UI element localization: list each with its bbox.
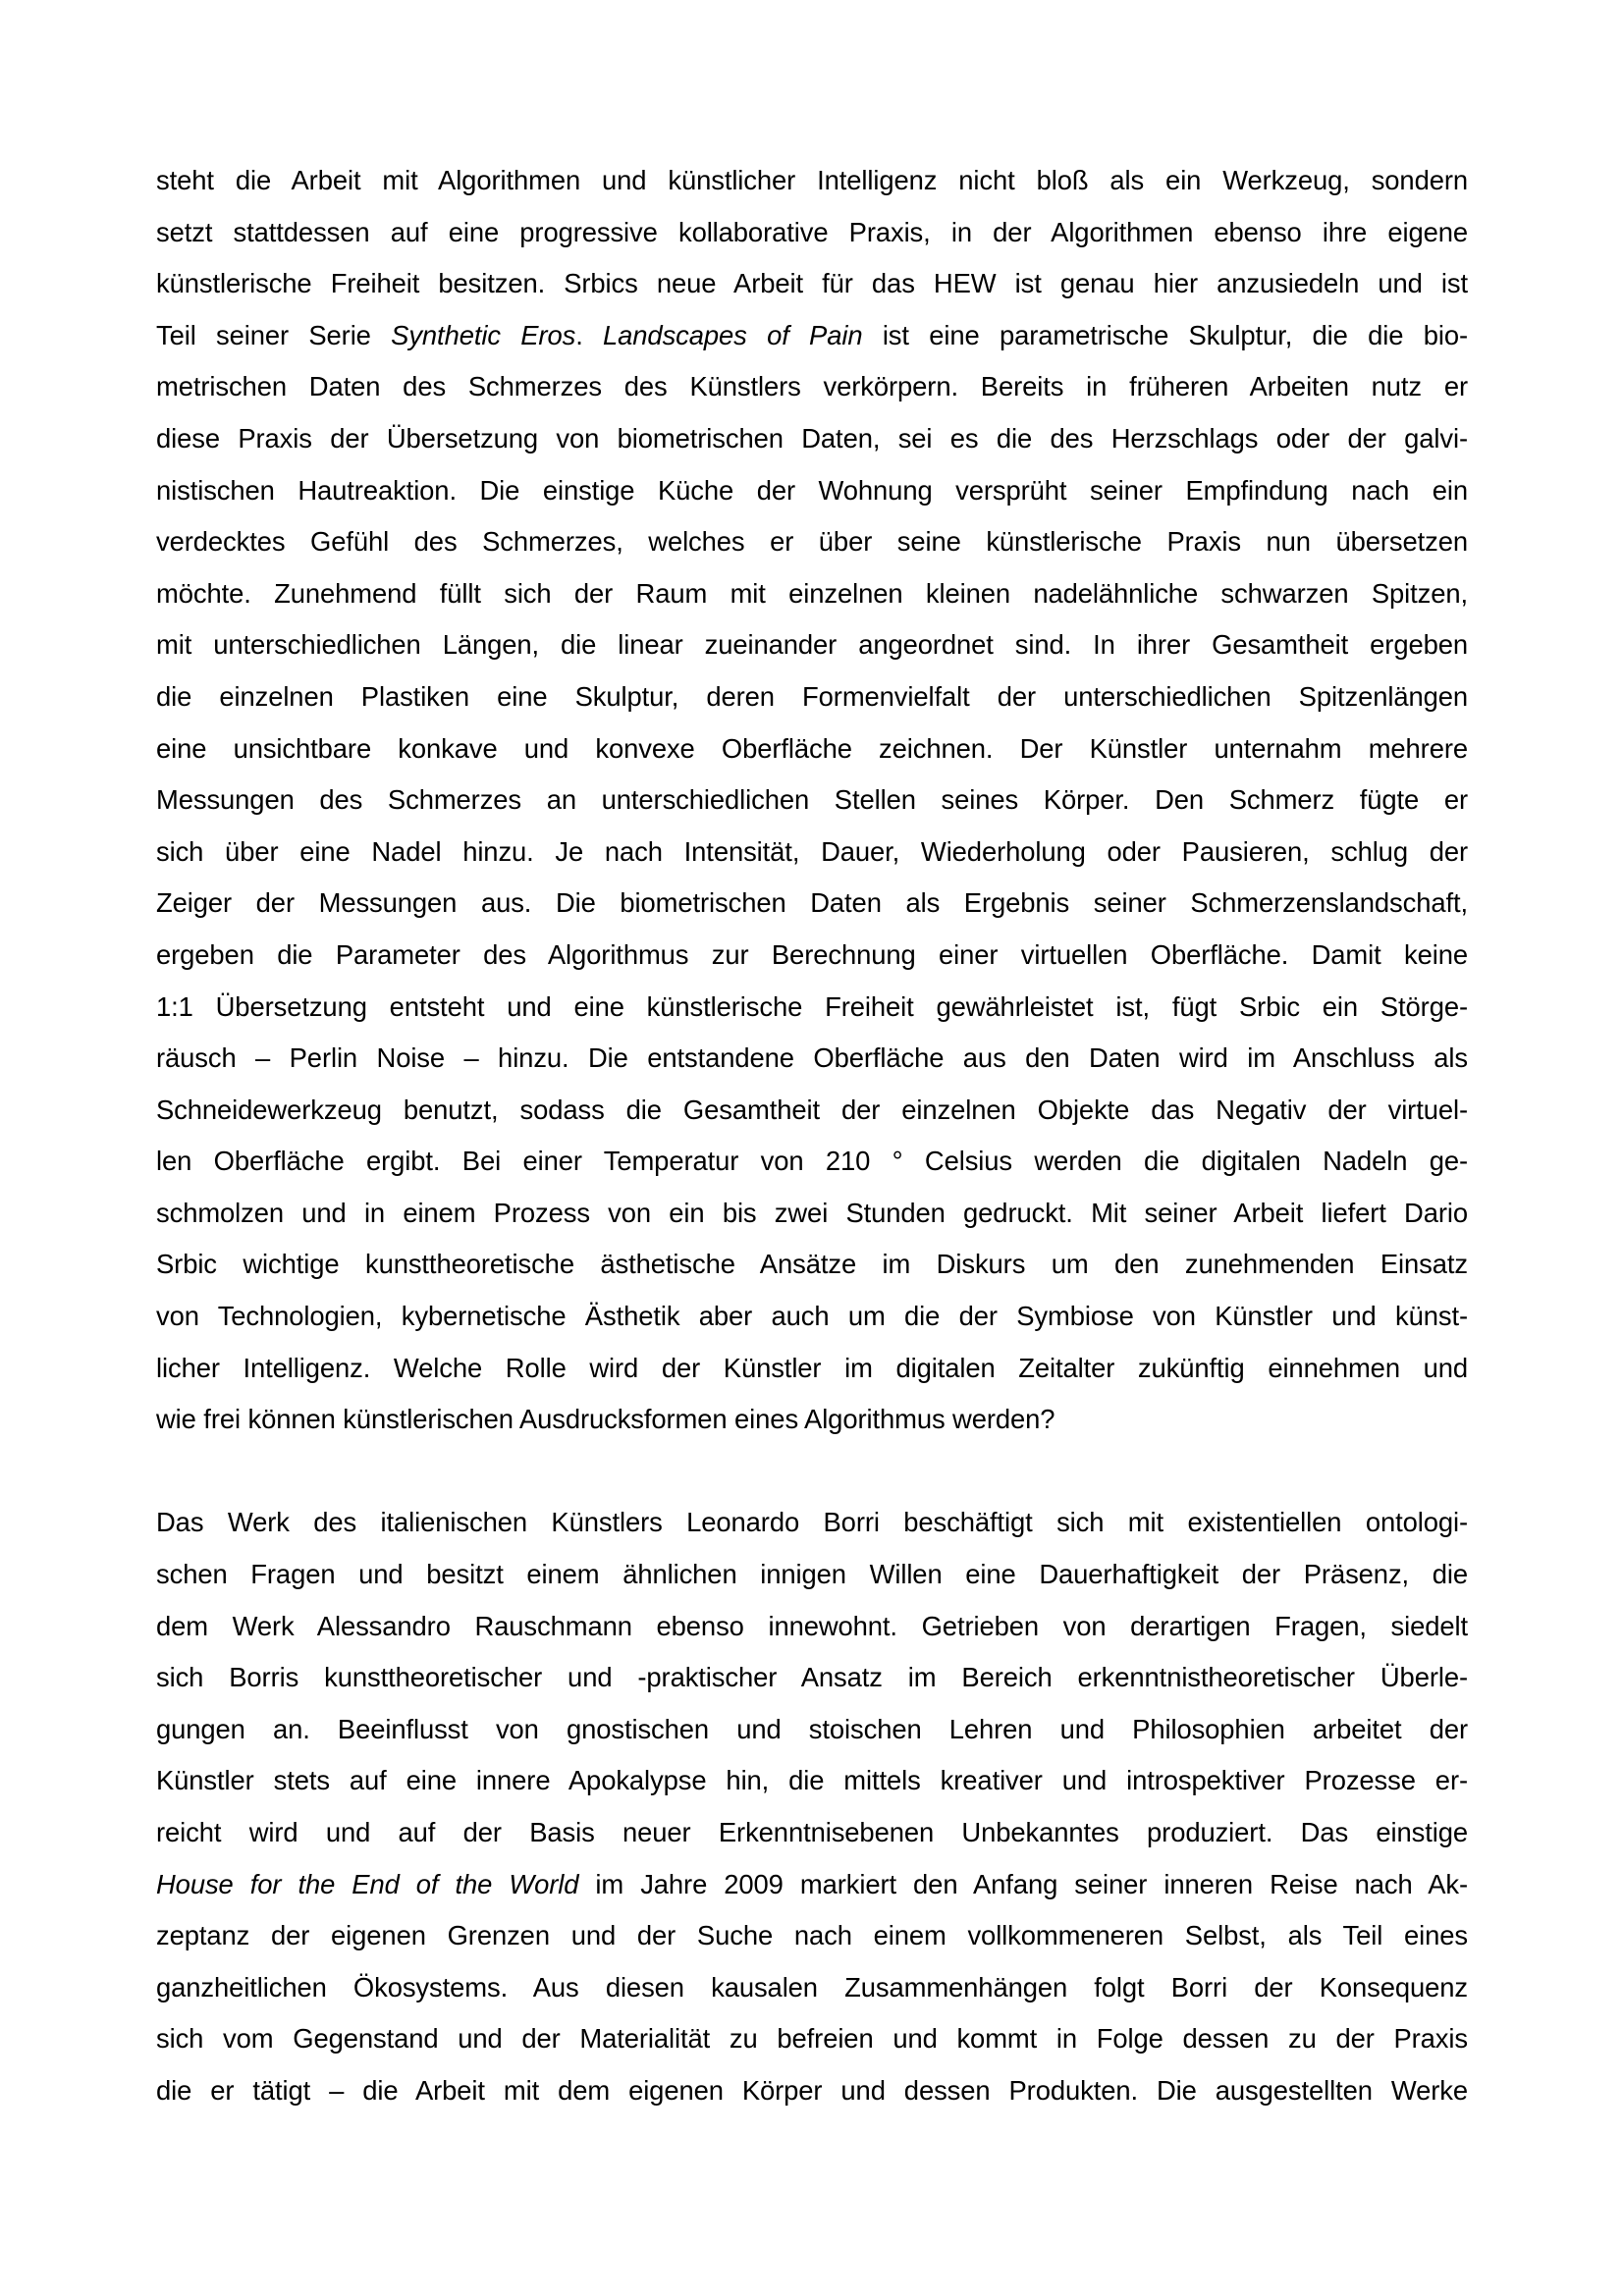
text-line [156, 1859, 1468, 1911]
text-line [156, 2065, 1468, 2117]
italic-title: Landscapes of Pain [603, 319, 863, 350]
text-line [156, 1704, 1468, 1756]
text-segment: gungen an. Beeinflusst von gnostischen und stoischen Lehren und Philosophien arbeitet der [156, 1713, 1468, 1744]
text-line [156, 1962, 1468, 2014]
text-segment: sich über eine Nadel hinzu. Je nach Intensität, Dauer, Wiederholung oder Pausieren, schlug der [156, 835, 1468, 867]
text-line [156, 827, 1468, 879]
text-line [156, 1601, 1468, 1653]
text-line [156, 723, 1468, 775]
text-segment: setzt stattdessen auf eine progressive kollaborative Praxis, in der Algorithmen ebenso ihre eigene [156, 216, 1468, 247]
text-segment: verdecktes Gefühl des Schmerzes, welches er über seine künstlerische Praxis nun übersetzen [156, 526, 1468, 558]
text-line [156, 774, 1468, 827]
text-segment: wie frei können künstlerischen Ausdrucksformen eines Algorithmus werden? [156, 1404, 1055, 1435]
text-line [156, 930, 1468, 982]
text-segment: . [575, 319, 604, 350]
text-line [156, 1085, 1468, 1137]
text-line [156, 1291, 1468, 1343]
text-segment: räusch – Perlin Noise – hinzu. Die entstandene Oberfläche aus den Daten wird im Anschluss als [156, 1042, 1468, 1074]
text-line [156, 361, 1468, 413]
text-line [156, 878, 1468, 930]
text-segment: Teil seiner Serie [156, 319, 392, 350]
text-line [156, 2013, 1468, 2065]
text-line [156, 1394, 1468, 1446]
text-segment: Srbic wichtige kunsttheoretische ästhetische Ansätze im Diskurs um den zunehmenden Einsatz [156, 1249, 1468, 1280]
text-segment: schen Fragen und besitzt einem ähnlichen innigen Willen eine Dauerhaftigkeit der Präsenz, die [156, 1559, 1468, 1590]
text-line [156, 1497, 1468, 1549]
text-segment: 1:1 Übersetzung entsteht und eine künstlerische Freiheit gewährleistet ist, fügt Srbic ein Störge- [156, 990, 1468, 1022]
text-segment: Künstler stets auf eine innere Apokalypse hin, die mittels kreativer und introspektiver Prozesse er- [156, 1765, 1468, 1796]
text-line [156, 516, 1468, 568]
text-segment: reicht wird und auf der Basis neuer Erkenntnisebenen Unbekanntes produziert. Das einstige [156, 1817, 1468, 1847]
text-segment: ergeben die Parameter des Algorithmus zur Berechnung einer virtuellen Oberfläche. Damit keine [156, 938, 1468, 970]
text-segment: Das Werk des italienischen Künstlers Leonardo Borri beschäftigt sich mit existentiellen ontologi- [156, 1507, 1468, 1538]
paragraph-srbic [156, 155, 1468, 1446]
text-segment: ist eine parametrische Skulptur, die die bio- [862, 319, 1468, 350]
text-segment: len Oberfläche ergibt. Bei einer Temperatur von 210 ° Celsius werden die digitalen Nadeln ge- [156, 1146, 1468, 1177]
text-segment: dem Werk Alessandro Rauschmann ebenso innewohnt. Getrieben von derartigen Fragen, siedelt [156, 1610, 1468, 1641]
text-segment: künstlerische Freiheit besitzen. Srbics neue Arbeit für das HEW ist genau hier anzusiedeln und ist [156, 268, 1468, 299]
text-line [156, 568, 1468, 620]
text-segment: von Technologien, kybernetische Ästhetik aber auch um die der Symbiose von Künstler und künst- [156, 1301, 1468, 1332]
italic-title: Synthetic Eros [391, 319, 576, 350]
text-segment: schmolzen und in einem Prozess von ein bis zwei Stunden gedruckt. Mit seiner Arbeit liefert Dario [156, 1197, 1468, 1228]
text-line [156, 1807, 1468, 1859]
text-segment: Schneidewerkzeug benutzt, sodass die Gesamtheit der einzelnen Objekte das Negativ der virtuel- [156, 1094, 1468, 1125]
text-line [156, 671, 1468, 723]
text-segment: licher Intelligenz. Welche Rolle wird der Künstler im digitalen Zeitalter zukünftig einnehmen und [156, 1352, 1468, 1383]
text-segment: im Jahre 2009 markiert den Anfang seiner inneren Reise nach Ak- [578, 1868, 1468, 1899]
text-line [156, 258, 1468, 310]
text-line [156, 1136, 1468, 1188]
body-text [156, 155, 1468, 2117]
text-line [156, 1033, 1468, 1085]
text-segment: ganzheitlichen Ökosystems. Aus diesen kausalen Zusammenhängen folgt Borri der Konsequenz [156, 1971, 1468, 2002]
text-segment: steht die Arbeit mit Algorithmen und künstlicher Intelligenz nicht bloß als ein Werkzeug, sondern [156, 165, 1468, 195]
text-segment: möchte. Zunehmend füllt sich der Raum mit einzelnen kleinen nadelähnliche schwarzen Spitzen, [156, 577, 1468, 609]
text-segment: sich Borris kunsttheoretischer und -praktischer Ansatz im Bereich erkenntnistheoretischer Überle- [156, 1662, 1468, 1693]
text-line [156, 1910, 1468, 1962]
text-segment: diese Praxis der Übersetzung von biometrischen Daten, sei es die des Herzschlags oder der galvi- [156, 422, 1468, 454]
text-segment: Zeiger der Messungen aus. Die biometrischen Daten als Ergebnis seiner Schmerzenslandschaft, [156, 887, 1468, 919]
text-segment: eine unsichtbare konkave und konvexe Oberfläche zeichnen. Der Künstler unternahm mehrere [156, 732, 1468, 764]
text-line [156, 1343, 1468, 1395]
text-line [156, 310, 1468, 362]
text-line [156, 413, 1468, 465]
paragraph-borri [156, 1497, 1468, 2116]
text-segment: metrischen Daten des Schmerzes des Künstlers verkörpern. Bereits in früheren Arbeiten nutz er [156, 371, 1468, 402]
text-segment: zeptanz der eigenen Grenzen und der Suche nach einem vollkommeneren Selbst, als Teil eines [156, 1920, 1468, 1951]
text-line [156, 1239, 1468, 1291]
text-segment: die er tätigt – die Arbeit mit dem eigenen Körper und dessen Produkten. Die ausgestellten Werke [156, 2074, 1468, 2106]
text-line [156, 619, 1468, 671]
text-line [156, 1652, 1468, 1704]
text-segment: sich vom Gegenstand und der Materialität zu befreien und kommt in Folge dessen zu der Praxis [156, 2023, 1468, 2055]
text-segment: Messungen des Schmerzes an unterschiedlichen Stellen seines Körper. Den Schmerz fügte er [156, 784, 1468, 816]
text-segment: nistischen Hautreaktion. Die einstige Küche der Wohnung versprüht seiner Empfindung nach ein [156, 474, 1468, 506]
text-segment: die einzelnen Plastiken eine Skulptur, deren Formenvielfalt der unterschiedlichen Spitzenlängen [156, 680, 1468, 712]
italic-title: House for the End of the World [156, 1868, 579, 1899]
text-line [156, 207, 1468, 259]
text-line [156, 1755, 1468, 1807]
text-line [156, 1188, 1468, 1240]
text-line [156, 1549, 1468, 1601]
text-line [156, 155, 1468, 207]
text-line [156, 465, 1468, 517]
text-segment: mit unterschiedlichen Längen, die linear zueinander angeordnet sind. In ihrer Gesamtheit ergeben [156, 629, 1468, 661]
text-line [156, 982, 1468, 1034]
